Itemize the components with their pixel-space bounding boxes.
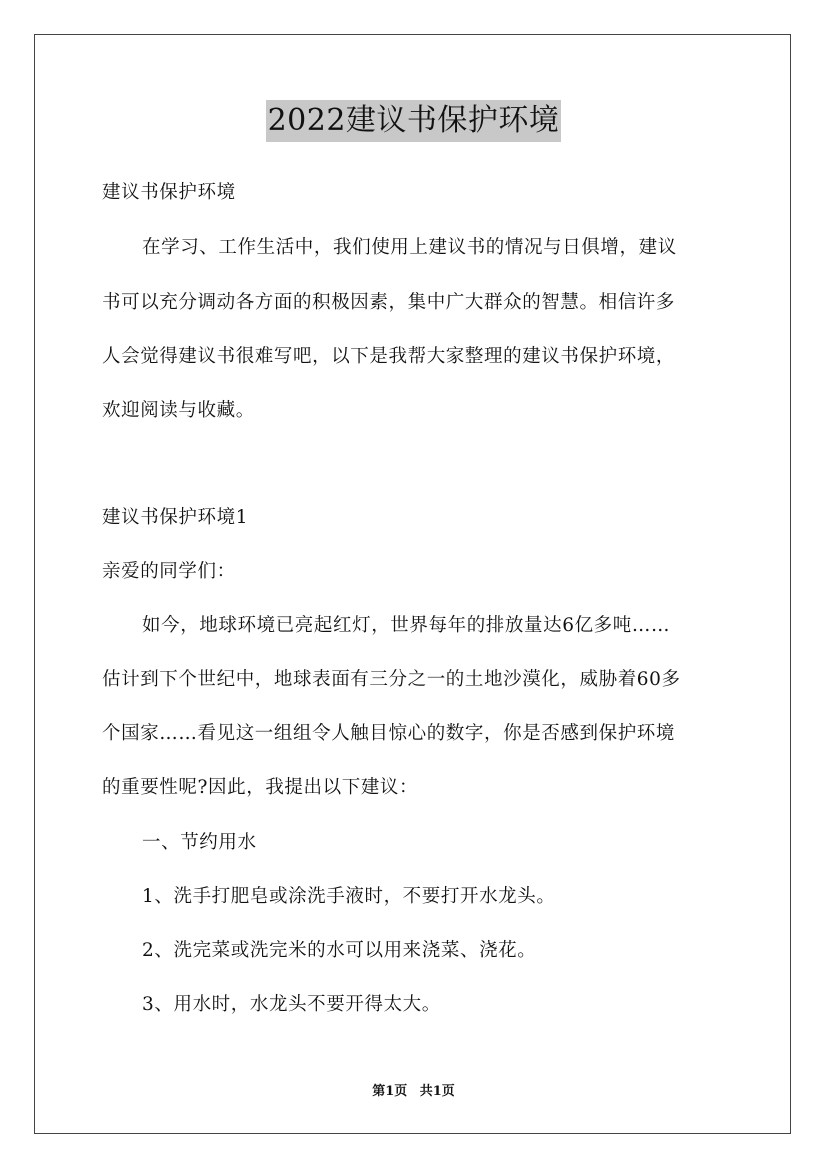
page-number: 第1页 (372, 1084, 408, 1099)
intro-line: 书可以充分调动各方面的积极因素，集中广大群众的智慧。相信许多 (102, 292, 676, 313)
list-item: 3、用水时，水龙头不要开得太大。 (142, 994, 441, 1015)
body-line: 估计到下个世纪中，地球表面有三分之一的土地沙漠化，威胁着60多 (102, 669, 681, 690)
list-heading: 一、节约用水 (142, 832, 257, 853)
salutation: 亲爱的同学们： (102, 561, 236, 582)
body-line: 如今，地球环境已亮起红灯，世界每年的排放量达6亿多吨…… (142, 615, 671, 636)
document-subtitle: 建议书保护环境 (102, 182, 236, 203)
intro-line: 欢迎阅读与收藏。 (102, 400, 255, 421)
list-item: 2、洗完菜或洗完米的水可以用来浇菜、浇花。 (142, 940, 537, 961)
section-heading: 建议书保护环境1 (102, 507, 249, 528)
intro-line: 在学习、工作生活中，我们使用上建议书的情况与日俱增，建议 (142, 237, 677, 258)
list-item: 1、洗手打肥皂或涂洗手液时，不要打开水龙头。 (142, 886, 556, 907)
intro-line: 人会觉得建议书很难写吧，以下是我帮大家整理的建议书保护环境， (102, 346, 676, 367)
document-title: 2022建议书保护环境 (266, 100, 562, 142)
page-total: 共1页 (419, 1084, 455, 1099)
title-container (0, 100, 827, 142)
page-footer (0, 1083, 827, 1101)
body-line: 个国家……看见这一组组令人触目惊心的数字，你是否感到保护环境 (102, 723, 676, 744)
body-line: 的重要性呢?因此，我提出以下建议： (102, 777, 419, 798)
